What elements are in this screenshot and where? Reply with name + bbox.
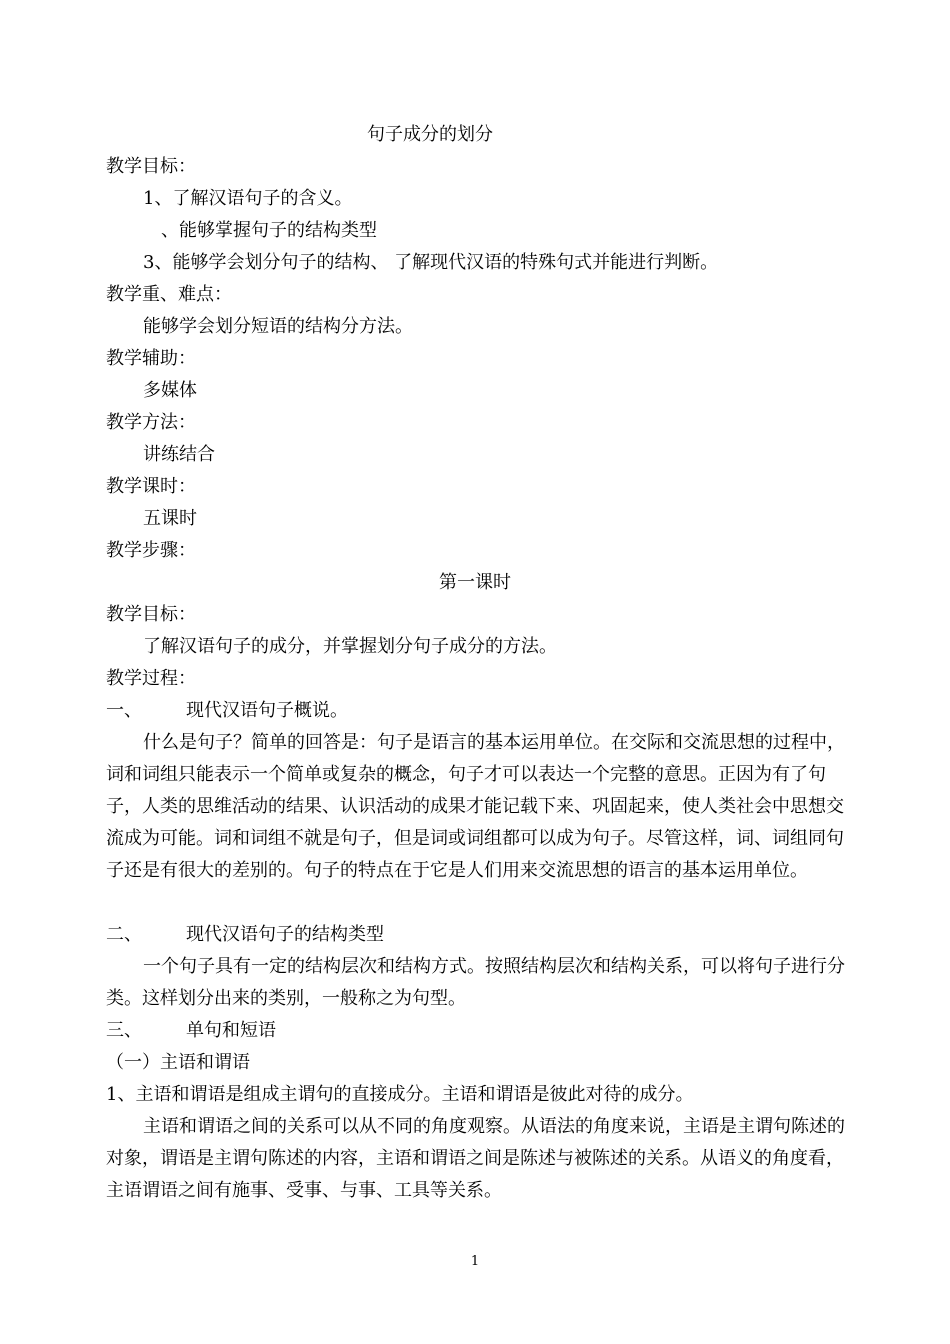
document-title: 句子成分的划分 <box>367 124 493 145</box>
section-number: 一、 <box>106 700 142 721</box>
goals-heading: 教学目标： <box>106 156 196 177</box>
lesson-goal-text: 了解汉语句子的成分，并掌握划分句子成分的方法。 <box>143 636 557 657</box>
point-text: 1、主语和谓语是组成主谓句的直接成分。主语和谓语是彼此对待的成分。 <box>106 1084 694 1105</box>
page-number: 1 <box>470 1254 480 1269</box>
section-number: 三、 <box>106 1020 142 1041</box>
section-heading <box>106 924 384 946</box>
teaching-aid-text: 多媒体 <box>143 380 197 401</box>
section-title: 现代汉语句子的结构类型 <box>186 924 384 945</box>
lesson-title: 第一课时 <box>439 572 511 593</box>
teaching-aid-heading: 教学辅助： <box>106 348 196 369</box>
section-title: 单句和短语 <box>186 1020 276 1041</box>
paragraph-text: 一个句子具有一定的结构层次和结构方式。按照结构层次和结构关系，可以将句子进行分类。这样划分出来的类别，一般称之为句型。 <box>106 956 845 1009</box>
section-number: 二、 <box>106 924 142 945</box>
section-heading <box>106 700 348 722</box>
lesson-goal-heading: 教学目标： <box>106 604 196 625</box>
section-heading <box>106 1020 276 1042</box>
paragraph-text: 什么是句子？简单的回答是：句子是语言的基本运用单位。在交际和交流思想的过程中，词和词组只能表示一个简单或复杂的概念，句子才可以表达一个完整的意思。正因为有了句子，人类的思维活动的结果、认识活动的成果才能记载下来、巩固起来，使人类社会中思想交流成为可能。词和词组不就是句子，但是词或词组都可以成为句子。尽管这样，词、词组同句子还是有很大的差别的。句子的特点在于它是人们用来交流思想的语言的基本运用单位。 <box>106 732 845 881</box>
class-hours-heading: 教学课时： <box>106 476 196 497</box>
process-heading: 教学过程： <box>106 668 196 689</box>
paragraph-text: 主语和谓语之间的关系可以从不同的角度观察。从语法的角度来说，主语是主谓句陈述的对象，谓语是主谓句陈述的内容，主语和谓语之间是陈述与被陈述的关系。从语义的角度看，主语谓语之间有施事、受事、与事、工具等关系。 <box>106 1116 845 1201</box>
goal-item: 、能够掌握句子的结构类型 <box>161 220 377 241</box>
goal-item: 3、能够学会划分句子的结构、 了解现代汉语的特殊句式并能进行判断。 <box>143 252 719 273</box>
goal-item: 1、了解汉语句子的含义。 <box>143 188 353 209</box>
class-hours-text: 五课时 <box>143 508 197 529</box>
key-points-heading: 教学重、难点： <box>106 284 232 305</box>
section-title: 现代汉语句子概说。 <box>186 700 348 721</box>
teaching-steps-heading: 教学步骤： <box>106 540 196 561</box>
subsection-heading: （一）主语和谓语 <box>106 1052 250 1073</box>
teaching-method-text: 讲练结合 <box>143 444 215 465</box>
body-paragraph <box>106 1111 848 1207</box>
body-paragraph <box>106 727 848 887</box>
key-points-text: 能够学会划分短语的结构分方法。 <box>143 316 413 337</box>
teaching-method-heading: 教学方法： <box>106 412 196 433</box>
body-paragraph <box>106 951 848 1015</box>
